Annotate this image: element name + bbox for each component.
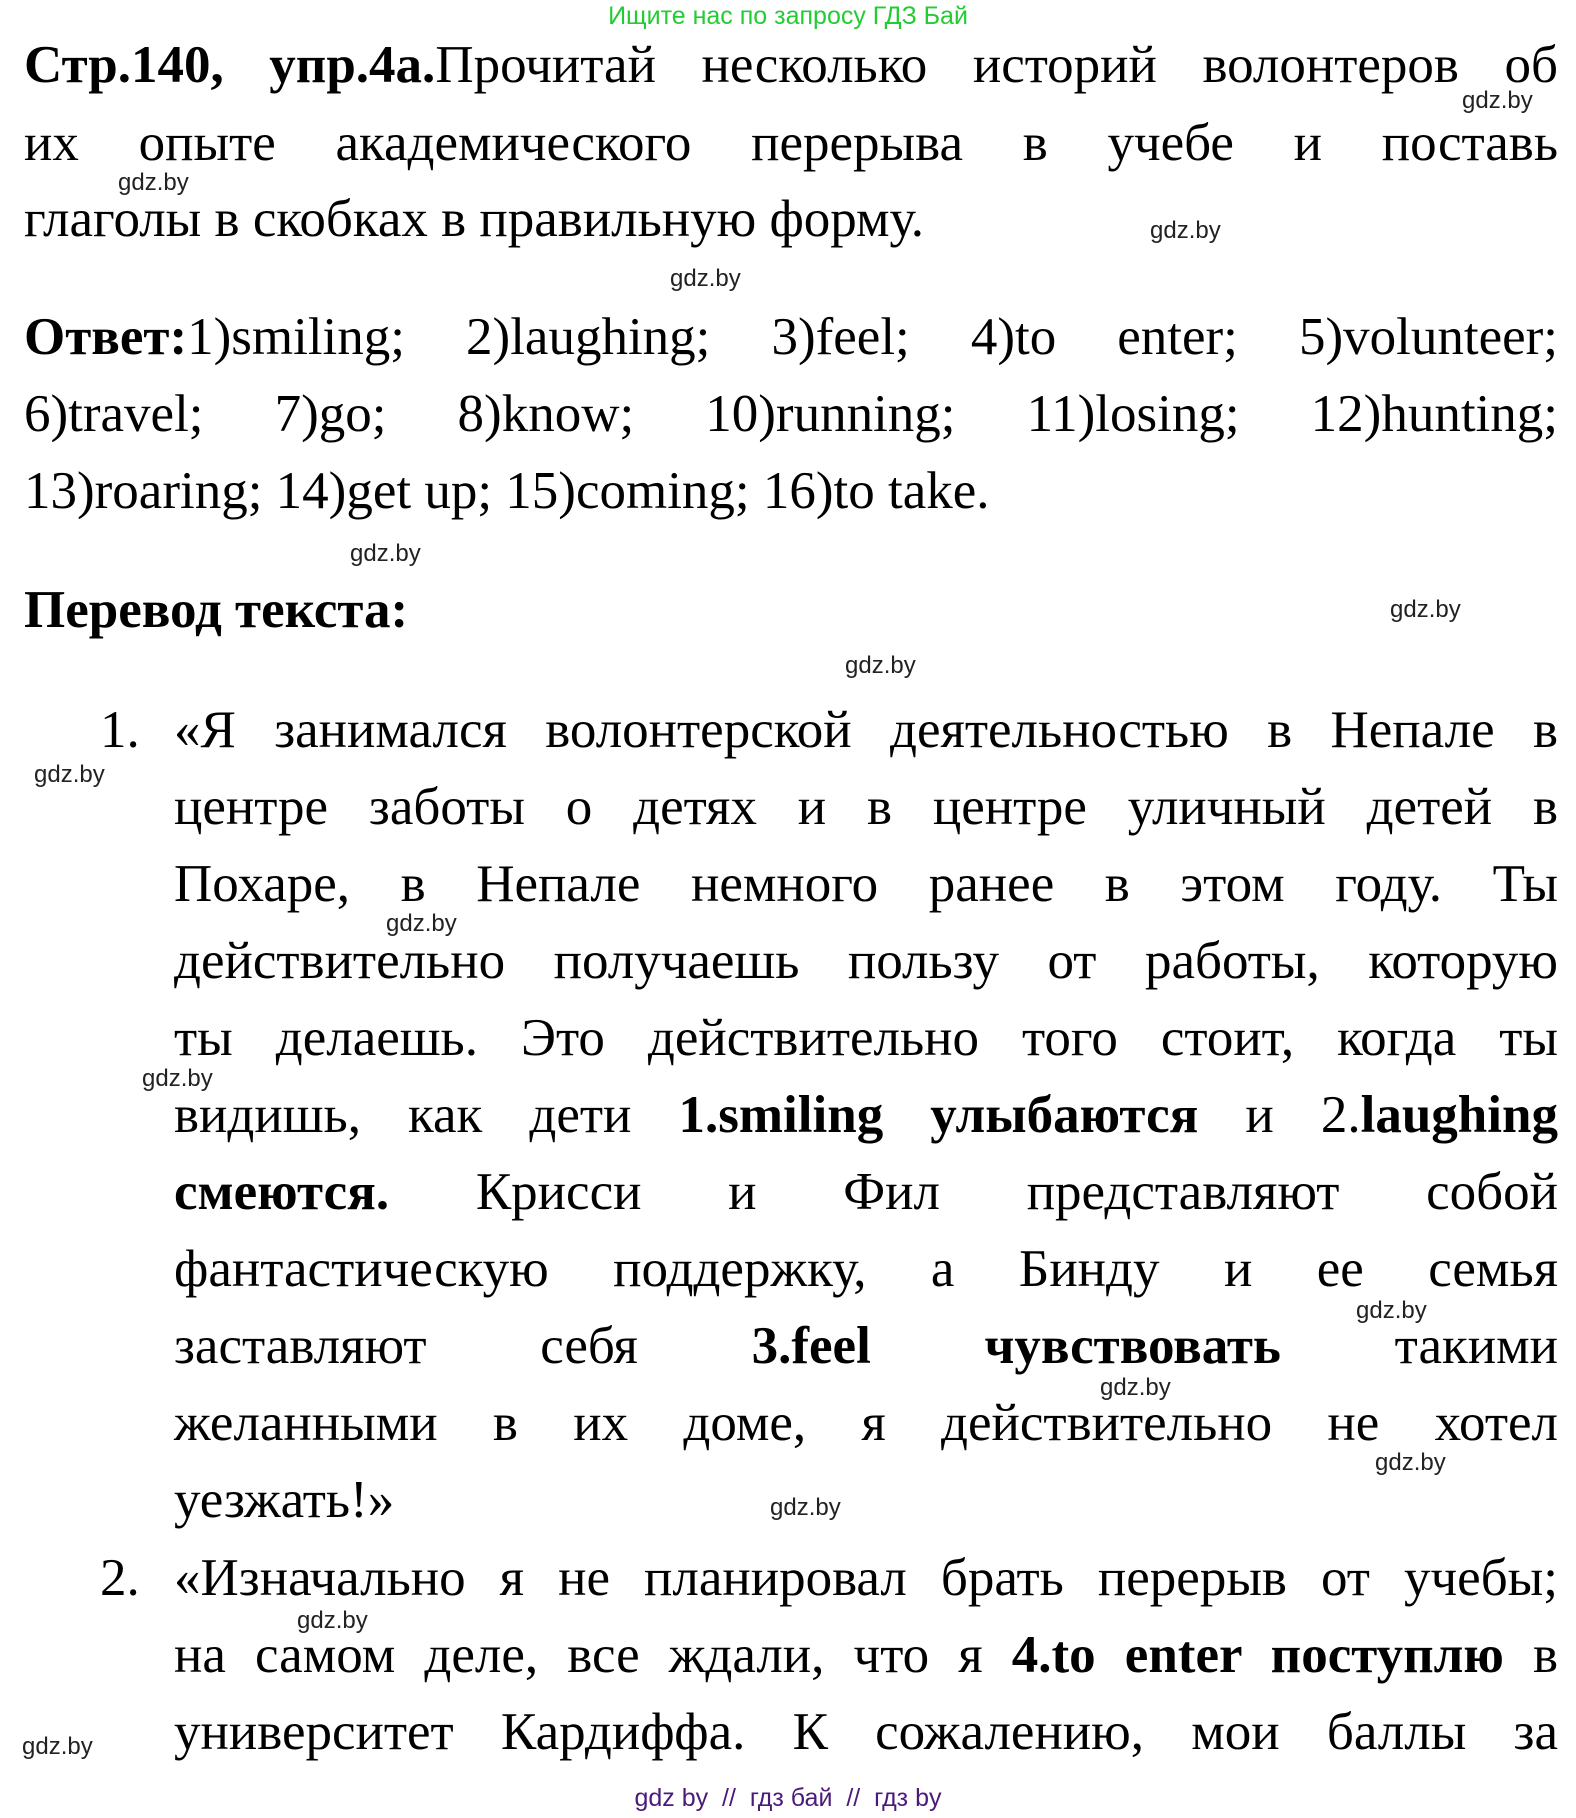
answer-highlight: смеются. xyxy=(174,1163,390,1221)
para-line: университет Кардиффа. К сожалению, мои баллы за xyxy=(174,1703,1558,1761)
watermark: gdz.by xyxy=(118,169,189,196)
translation-heading: Перевод текста: xyxy=(24,581,409,639)
watermark: gdz.by xyxy=(845,652,916,679)
task-text: их опыте академического перерыва в учебе и поставь xyxy=(24,114,1558,172)
para-line: центре заботы о детях и в центре уличный детей в xyxy=(174,778,1558,836)
task-label: Стр.140, упр.4а. xyxy=(24,36,436,94)
watermark: gdz.by xyxy=(1150,217,1221,244)
para-line: уезжать!» xyxy=(174,1471,395,1529)
watermark: gdz.by xyxy=(1462,87,1533,114)
answer-highlight: 3.feel чувствовать xyxy=(751,1317,1281,1375)
answer-text: 6)travel; 7)go; 8)know; 10)running; 11)losing; 12)hunting; xyxy=(24,385,1558,443)
answer-line-2 xyxy=(24,376,1558,453)
answer-highlight: 1.smiling улыбаются xyxy=(678,1086,1199,1144)
answer-text: 13)roaring; 14)get up; 15)coming; 16)to take. xyxy=(24,462,990,520)
watermark: gdz.by xyxy=(770,1494,841,1521)
para-line: «Я занимался волонтерской деятельностью в Непале в xyxy=(174,701,1558,759)
answer-text: 1)smiling; 2)laughing; 3)feel; 4)to enter; 5)volunteer; xyxy=(187,308,1558,366)
watermark: gdz.by xyxy=(386,910,457,937)
answer-highlight: 4.to enter поступлю xyxy=(1011,1626,1504,1684)
task-line-2 xyxy=(24,105,1558,182)
para-line: на самом деле, все ждали, что я 4.to enter поступлю в xyxy=(174,1626,1558,1684)
watermark: gdz.by xyxy=(670,265,741,292)
task-text: Прочитай несколько историй волонтеров об xyxy=(435,36,1558,94)
item-number: 1. xyxy=(100,701,140,759)
para-line: желанными в их доме, я действительно не хотел xyxy=(174,1394,1558,1452)
watermark: gdz.by xyxy=(350,540,421,567)
watermark: gdz.by xyxy=(1390,596,1461,623)
watermark: gdz.by xyxy=(1356,1297,1427,1324)
para-line: «Изначально я не планировал брать перерыв от учебы; xyxy=(174,1549,1558,1607)
task-line-1 xyxy=(24,27,1558,104)
answer-line-3 xyxy=(24,453,1558,530)
watermark: gdz.by xyxy=(297,1607,368,1634)
answer-line-1 xyxy=(24,299,1558,376)
watermark: gdz.by xyxy=(1100,1374,1171,1401)
search-banner: Ищите нас по запросу ГДЗ Бай xyxy=(608,2,968,30)
task-text: глаголы в скобках в правильную форму. xyxy=(24,190,924,248)
para-line: смеются. Крисси и Фил представляют собой xyxy=(174,1163,1558,1221)
watermark: gdz.by xyxy=(22,1733,93,1760)
para-line: Похаре, в Непале немного ранее в этом году. Ты xyxy=(174,855,1558,913)
task-line-3 xyxy=(24,181,1558,258)
item-number: 2. xyxy=(100,1549,140,1607)
para-line: действительно получаешь пользу от работы, которую xyxy=(174,932,1558,990)
footer-banner: gdz by // гдз бай // гдз by xyxy=(634,1784,942,1812)
watermark: gdz.by xyxy=(34,761,105,788)
answer-label: Ответ: xyxy=(24,308,188,366)
answer-highlight: laughing xyxy=(1360,1086,1558,1144)
para-line: заставляют себя 3.feel чувствовать такими xyxy=(174,1317,1558,1375)
para-line: видишь, как дети 1.smiling улыбаются и 2.laughing xyxy=(174,1086,1558,1144)
watermark: gdz.by xyxy=(142,1065,213,1092)
para-line: фантастическую поддержку, а Бинду и ее семья xyxy=(174,1240,1558,1298)
watermark: gdz.by xyxy=(1375,1449,1446,1476)
para-line: ты делаешь. Это действительно того стоит, когда ты xyxy=(174,1009,1558,1067)
